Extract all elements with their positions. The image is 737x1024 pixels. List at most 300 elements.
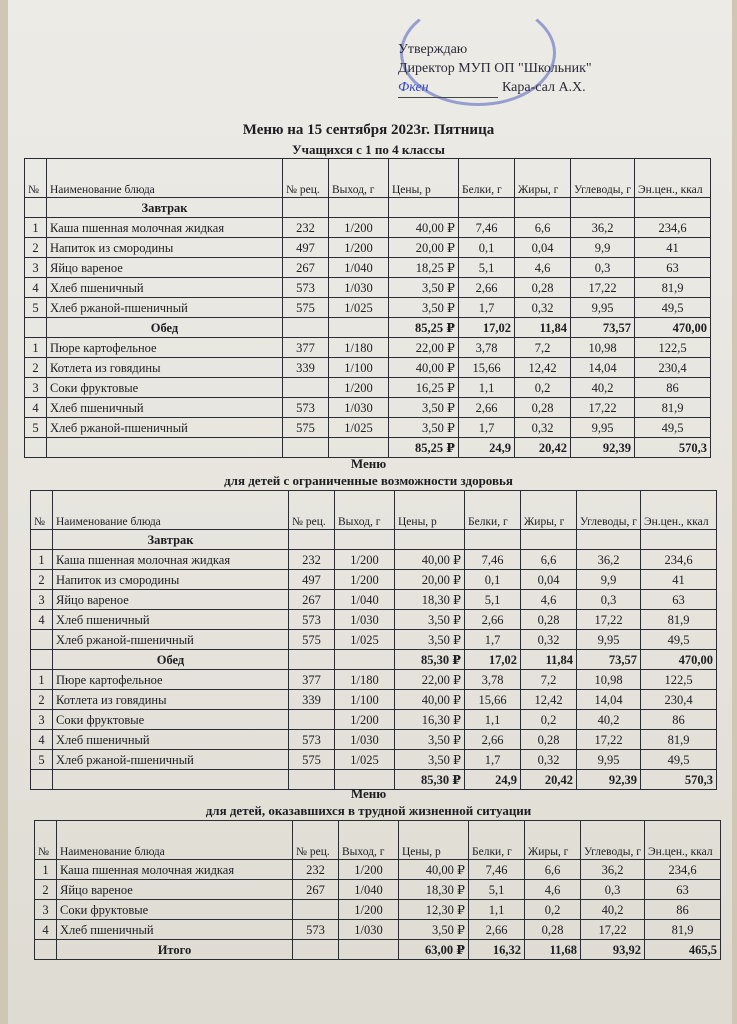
cell-n: 3 <box>31 590 53 610</box>
table-cell <box>25 318 47 338</box>
cell-b: 0,1 <box>459 238 515 258</box>
total-c: 92,39 <box>577 770 641 790</box>
cell-f: 7,2 <box>521 670 577 690</box>
cell-f: 0,04 <box>521 570 577 590</box>
table-cell <box>31 530 53 550</box>
cell-n: 2 <box>31 690 53 710</box>
cell-e: 49,5 <box>641 630 717 650</box>
cell-out: 1/040 <box>329 258 389 278</box>
section-row <box>31 530 717 550</box>
cell-price: 3,50 ₽ <box>389 298 459 318</box>
total-e <box>635 198 711 218</box>
cell-n: 5 <box>31 750 53 770</box>
total-price: 85,30 ₽ <box>395 770 465 790</box>
cell-out: 1/200 <box>329 238 389 258</box>
cell-rec: 573 <box>283 398 329 418</box>
table-header-row <box>31 491 717 530</box>
cell-out: 1/100 <box>335 690 395 710</box>
cell-name: Хлеб пшеничный <box>47 278 283 298</box>
cell-out: 1/100 <box>329 358 389 378</box>
cell-c: 36,2 <box>577 550 641 570</box>
table-cell <box>335 530 395 550</box>
cell-f: 0,2 <box>521 710 577 730</box>
cell-b: 1,7 <box>459 298 515 318</box>
cell-f: 12,42 <box>515 358 571 378</box>
cell-e: 122,5 <box>641 670 717 690</box>
cell-price: 16,30 ₽ <box>395 710 465 730</box>
total-price: 85,25 ₽ <box>389 318 459 338</box>
cell-out: 1/040 <box>339 880 399 900</box>
section-row <box>25 198 711 218</box>
cell-rec: 267 <box>283 258 329 278</box>
cell-name: Хлеб ржаной-пшеничный <box>53 750 289 770</box>
cell-rec: 497 <box>283 238 329 258</box>
cell-f: 0,28 <box>521 610 577 630</box>
cell-b: 15,66 <box>465 690 521 710</box>
cell-f: 0,32 <box>515 298 571 318</box>
total-c <box>577 530 641 550</box>
cell-n <box>31 630 53 650</box>
cell-name: Напиток из смородины <box>47 238 283 258</box>
cell-b: 1,7 <box>465 750 521 770</box>
cell-n: 2 <box>25 238 47 258</box>
total-f <box>515 198 571 218</box>
cell-price: 18,30 ₽ <box>395 590 465 610</box>
cell-price: 3,50 ₽ <box>395 750 465 770</box>
cell-b: 2,66 <box>465 730 521 750</box>
cell-f: 0,32 <box>521 750 577 770</box>
cell-rec: 497 <box>289 570 335 590</box>
cell-c: 36,2 <box>571 218 635 238</box>
cell-f: 0,32 <box>521 630 577 650</box>
total-label: Итого <box>57 940 293 960</box>
table-row <box>25 278 711 298</box>
cell-name: Пюре картофельное <box>53 670 289 690</box>
cell-n: 3 <box>25 378 47 398</box>
total-e: 465,5 <box>645 940 721 960</box>
cell-name: Котлета из говядины <box>47 358 283 378</box>
cell-f: 7,2 <box>515 338 571 358</box>
cell-n: 1 <box>31 550 53 570</box>
cell-c: 14,04 <box>577 690 641 710</box>
cell-rec: 377 <box>283 338 329 358</box>
cell-e: 41 <box>641 570 717 590</box>
cell-name: Яйцо вареное <box>53 590 289 610</box>
cell-e: 234,6 <box>641 550 717 570</box>
column-header: № рец. <box>283 159 329 198</box>
cell-n: 4 <box>25 398 47 418</box>
cell-e: 86 <box>635 378 711 398</box>
table-row <box>35 920 721 940</box>
table-row <box>35 860 721 880</box>
table-cell <box>283 438 329 458</box>
cell-f: 0,04 <box>515 238 571 258</box>
cell-n: 4 <box>31 730 53 750</box>
total-c: 73,57 <box>577 650 641 670</box>
cell-n: 1 <box>25 338 47 358</box>
cell-price: 12,30 ₽ <box>399 900 469 920</box>
table-cell <box>25 198 47 218</box>
cell-name: Каша пшенная молочная жидкая <box>53 550 289 570</box>
column-header: Цены, р <box>399 821 469 860</box>
cell-e: 63 <box>645 880 721 900</box>
cell-e: 81,9 <box>641 610 717 630</box>
cell-rec: 339 <box>283 358 329 378</box>
cell-b: 7,46 <box>465 550 521 570</box>
cell-price: 40,00 ₽ <box>389 218 459 238</box>
cell-price: 3,50 ₽ <box>395 630 465 650</box>
cell-name: Соки фруктовые <box>53 710 289 730</box>
table-row <box>25 258 711 278</box>
cell-price: 3,50 ₽ <box>389 398 459 418</box>
cell-c: 0,3 <box>571 258 635 278</box>
table-row <box>31 550 717 570</box>
cell-rec: 575 <box>283 418 329 438</box>
cell-e: 230,4 <box>635 358 711 378</box>
cell-out: 1/030 <box>335 730 395 750</box>
cell-rec: 573 <box>289 730 335 750</box>
cell-n: 5 <box>25 418 47 438</box>
total-b <box>465 530 521 550</box>
cell-b: 5,1 <box>459 258 515 278</box>
cell-out: 1/200 <box>329 378 389 398</box>
total-f: 20,42 <box>515 438 571 458</box>
total-price: 63,00 ₽ <box>399 940 469 960</box>
cell-out: 1/200 <box>335 550 395 570</box>
column-header: Белки, г <box>465 491 521 530</box>
column-header: Наименование блюда <box>57 821 293 860</box>
cell-n: 2 <box>31 570 53 590</box>
total-e: 470,00 <box>635 318 711 338</box>
cell-name: Хлеб пшеничный <box>53 730 289 750</box>
cell-rec <box>283 378 329 398</box>
approval-line-3: Кара-сал А.Х. <box>502 80 586 95</box>
table-row <box>35 880 721 900</box>
table-row <box>25 418 711 438</box>
cell-rec: 573 <box>289 610 335 630</box>
cell-c: 14,04 <box>571 358 635 378</box>
table-header-row <box>25 159 711 198</box>
table-row <box>31 710 717 730</box>
cell-name: Каша пшенная молочная жидкая <box>47 218 283 238</box>
cell-name: Котлета из говядины <box>53 690 289 710</box>
cell-price: 3,50 ₽ <box>389 418 459 438</box>
total-label <box>47 438 283 458</box>
table-row <box>31 750 717 770</box>
cell-out: 1/030 <box>329 278 389 298</box>
cell-rec: 575 <box>289 750 335 770</box>
column-header: Жиры, г <box>521 491 577 530</box>
section-row <box>25 318 711 338</box>
cell-rec: 573 <box>293 920 339 940</box>
cell-e: 63 <box>635 258 711 278</box>
cell-rec: 575 <box>283 298 329 318</box>
column-header: Белки, г <box>469 821 525 860</box>
column-header: Углеводы, г <box>581 821 645 860</box>
table-cell <box>283 198 329 218</box>
table-row <box>31 670 717 690</box>
cell-b: 5,1 <box>465 590 521 610</box>
cell-out: 1/200 <box>339 900 399 920</box>
total-row <box>25 438 711 458</box>
cell-b: 1,1 <box>459 378 515 398</box>
cell-rec: 575 <box>289 630 335 650</box>
column-header: № <box>31 491 53 530</box>
cell-b: 1,1 <box>469 900 525 920</box>
cell-e: 122,5 <box>635 338 711 358</box>
table-cell <box>339 940 399 960</box>
cell-rec <box>289 710 335 730</box>
table-row <box>31 690 717 710</box>
cell-e: 86 <box>645 900 721 920</box>
column-header: Эн.цен., ккал <box>645 821 721 860</box>
section-label: Обед <box>47 318 283 338</box>
cell-price: 3,50 ₽ <box>395 610 465 630</box>
cell-c: 9,95 <box>577 630 641 650</box>
cell-e: 41 <box>635 238 711 258</box>
table-cell <box>289 530 335 550</box>
cell-f: 4,6 <box>521 590 577 610</box>
cell-name: Соки фруктовые <box>47 378 283 398</box>
column-header: Жиры, г <box>515 159 571 198</box>
cell-f: 0,28 <box>515 278 571 298</box>
cell-out: 1/200 <box>329 218 389 238</box>
cell-e: 81,9 <box>645 920 721 940</box>
column-header: № рец. <box>289 491 335 530</box>
cell-b: 2,66 <box>465 610 521 630</box>
cell-e: 86 <box>641 710 717 730</box>
table-row <box>31 730 717 750</box>
column-header: № <box>25 159 47 198</box>
total-b <box>459 198 515 218</box>
menu-table-grades-1-4 <box>24 158 711 458</box>
signature: Фкен <box>398 78 498 98</box>
cell-f: 0,28 <box>525 920 581 940</box>
cell-price: 20,00 ₽ <box>389 238 459 258</box>
approval-block <box>398 40 592 98</box>
section-label: Завтрак <box>47 198 283 218</box>
cell-n: 2 <box>35 880 57 900</box>
cell-b: 2,66 <box>469 920 525 940</box>
total-e <box>641 530 717 550</box>
total-e: 470,00 <box>641 650 717 670</box>
column-header: Цены, р <box>395 491 465 530</box>
cell-f: 0,32 <box>515 418 571 438</box>
table-cell <box>31 650 53 670</box>
column-header: № рец. <box>293 821 339 860</box>
cell-name: Хлеб ржаной-пшеничный <box>47 298 283 318</box>
table-cell <box>283 318 329 338</box>
column-header: Белки, г <box>459 159 515 198</box>
column-header: № <box>35 821 57 860</box>
cell-out: 1/025 <box>329 298 389 318</box>
total-f: 11,84 <box>515 318 571 338</box>
column-header: Эн.цен., ккал <box>635 159 711 198</box>
column-header: Углеводы, г <box>571 159 635 198</box>
cell-name: Соки фруктовые <box>57 900 293 920</box>
cell-c: 0,3 <box>577 590 641 610</box>
table-cell <box>329 438 389 458</box>
cell-c: 0,3 <box>581 880 645 900</box>
table2-subtitle: для детей с ограниченные возможности здоровья <box>224 473 513 488</box>
table-row <box>31 570 717 590</box>
total-price <box>389 198 459 218</box>
cell-out: 1/030 <box>329 398 389 418</box>
column-header: Выход, г <box>339 821 399 860</box>
table-row <box>25 298 711 318</box>
cell-c: 9,9 <box>577 570 641 590</box>
cell-n: 4 <box>35 920 57 940</box>
cell-out: 1/030 <box>339 920 399 940</box>
cell-name: Хлеб ржаной-пшеничный <box>53 630 289 650</box>
cell-n: 4 <box>25 278 47 298</box>
cell-f: 6,6 <box>521 550 577 570</box>
cell-price: 22,00 ₽ <box>395 670 465 690</box>
approval-line-1: Утверждаю <box>398 42 468 57</box>
table-row <box>35 900 721 920</box>
table2-heading: Меню <box>350 456 387 471</box>
cell-out: 1/025 <box>335 630 395 650</box>
total-price: 85,30 ₽ <box>395 650 465 670</box>
section-label: Завтрак <box>53 530 289 550</box>
page-title: Меню на 15 сентября 2023г. Пятница <box>242 122 495 138</box>
cell-n: 1 <box>31 670 53 690</box>
cell-c: 40,2 <box>581 900 645 920</box>
cell-e: 63 <box>641 590 717 610</box>
table-row <box>25 358 711 378</box>
table3-subtitle: для детей, оказавшихся в трудной жизненной ситуации <box>205 803 532 818</box>
total-b: 17,02 <box>465 650 521 670</box>
cell-name: Хлеб пшеничный <box>57 920 293 940</box>
total-e: 570,3 <box>635 438 711 458</box>
cell-rec: 339 <box>289 690 335 710</box>
cell-b: 0,1 <box>465 570 521 590</box>
cell-b: 1,7 <box>459 418 515 438</box>
cell-rec <box>293 900 339 920</box>
cell-out: 1/200 <box>335 570 395 590</box>
total-b: 24,9 <box>459 438 515 458</box>
column-header: Эн.цен., ккал <box>641 491 717 530</box>
cell-name: Напиток из смородины <box>53 570 289 590</box>
cell-e: 234,6 <box>635 218 711 238</box>
cell-price: 22,00 ₽ <box>389 338 459 358</box>
cell-c: 10,98 <box>577 670 641 690</box>
column-header: Выход, г <box>329 159 389 198</box>
cell-e: 49,5 <box>635 418 711 438</box>
table-row <box>25 238 711 258</box>
cell-name: Яйцо вареное <box>47 258 283 278</box>
cell-b: 7,46 <box>459 218 515 238</box>
total-f: 11,84 <box>521 650 577 670</box>
menu-table-limited-health <box>30 490 717 790</box>
cell-c: 17,22 <box>577 610 641 630</box>
cell-rec: 232 <box>293 860 339 880</box>
cell-f: 0,2 <box>515 378 571 398</box>
total-row <box>35 940 721 960</box>
cell-c: 9,95 <box>571 418 635 438</box>
column-header: Выход, г <box>335 491 395 530</box>
cell-c: 10,98 <box>571 338 635 358</box>
cell-out: 1/040 <box>335 590 395 610</box>
cell-c: 17,22 <box>571 278 635 298</box>
cell-b: 2,66 <box>459 398 515 418</box>
cell-f: 12,42 <box>521 690 577 710</box>
cell-name: Яйцо вареное <box>57 880 293 900</box>
total-b: 16,32 <box>469 940 525 960</box>
cell-e: 81,9 <box>641 730 717 750</box>
approval-line-2: Директор МУП ОП "Школьник" <box>398 61 592 76</box>
table-row <box>25 338 711 358</box>
cell-rec: 573 <box>283 278 329 298</box>
cell-b: 3,78 <box>459 338 515 358</box>
cell-out: 1/200 <box>335 710 395 730</box>
total-f: 11,68 <box>525 940 581 960</box>
cell-price: 3,50 ₽ <box>399 920 469 940</box>
cell-name: Пюре картофельное <box>47 338 283 358</box>
cell-b: 3,78 <box>465 670 521 690</box>
cell-price: 40,00 ₽ <box>395 550 465 570</box>
column-header: Наименование блюда <box>47 159 283 198</box>
cell-n: 1 <box>25 218 47 238</box>
cell-e: 49,5 <box>641 750 717 770</box>
cell-n: 5 <box>25 298 47 318</box>
cell-c: 17,22 <box>581 920 645 940</box>
cell-e: 230,4 <box>641 690 717 710</box>
cell-n: 3 <box>35 900 57 920</box>
cell-rec: 267 <box>289 590 335 610</box>
cell-name: Каша пшенная молочная жидкая <box>57 860 293 880</box>
cell-b: 15,66 <box>459 358 515 378</box>
cell-b: 2,66 <box>459 278 515 298</box>
total-f <box>521 530 577 550</box>
table-cell <box>25 438 47 458</box>
cell-e: 81,9 <box>635 278 711 298</box>
table-cell <box>329 198 389 218</box>
total-price: 85,25 ₽ <box>389 438 459 458</box>
column-header: Углеводы, г <box>577 491 641 530</box>
table-header-row <box>35 821 721 860</box>
table-row <box>25 398 711 418</box>
cell-b: 5,1 <box>469 880 525 900</box>
total-b: 17,02 <box>459 318 515 338</box>
cell-out: 1/030 <box>335 610 395 630</box>
cell-f: 4,6 <box>525 880 581 900</box>
cell-rec: 232 <box>289 550 335 570</box>
cell-f: 0,28 <box>515 398 571 418</box>
cell-f: 6,6 <box>525 860 581 880</box>
cell-c: 17,22 <box>577 730 641 750</box>
cell-n: 3 <box>31 710 53 730</box>
cell-f: 0,2 <box>525 900 581 920</box>
cell-rec: 232 <box>283 218 329 238</box>
total-price <box>395 530 465 550</box>
cell-price: 18,30 ₽ <box>399 880 469 900</box>
cell-n: 3 <box>25 258 47 278</box>
column-header: Наименование блюда <box>53 491 289 530</box>
cell-price: 16,25 ₽ <box>389 378 459 398</box>
total-c <box>571 198 635 218</box>
cell-c: 40,2 <box>577 710 641 730</box>
table-row <box>31 630 717 650</box>
cell-out: 1/025 <box>329 418 389 438</box>
cell-price: 40,00 ₽ <box>399 860 469 880</box>
cell-f: 6,6 <box>515 218 571 238</box>
table-row <box>25 378 711 398</box>
cell-price: 18,25 ₽ <box>389 258 459 278</box>
total-f: 20,42 <box>521 770 577 790</box>
cell-rec: 267 <box>293 880 339 900</box>
table1-subtitle: Учащихся с 1 по 4 классы <box>292 142 445 157</box>
